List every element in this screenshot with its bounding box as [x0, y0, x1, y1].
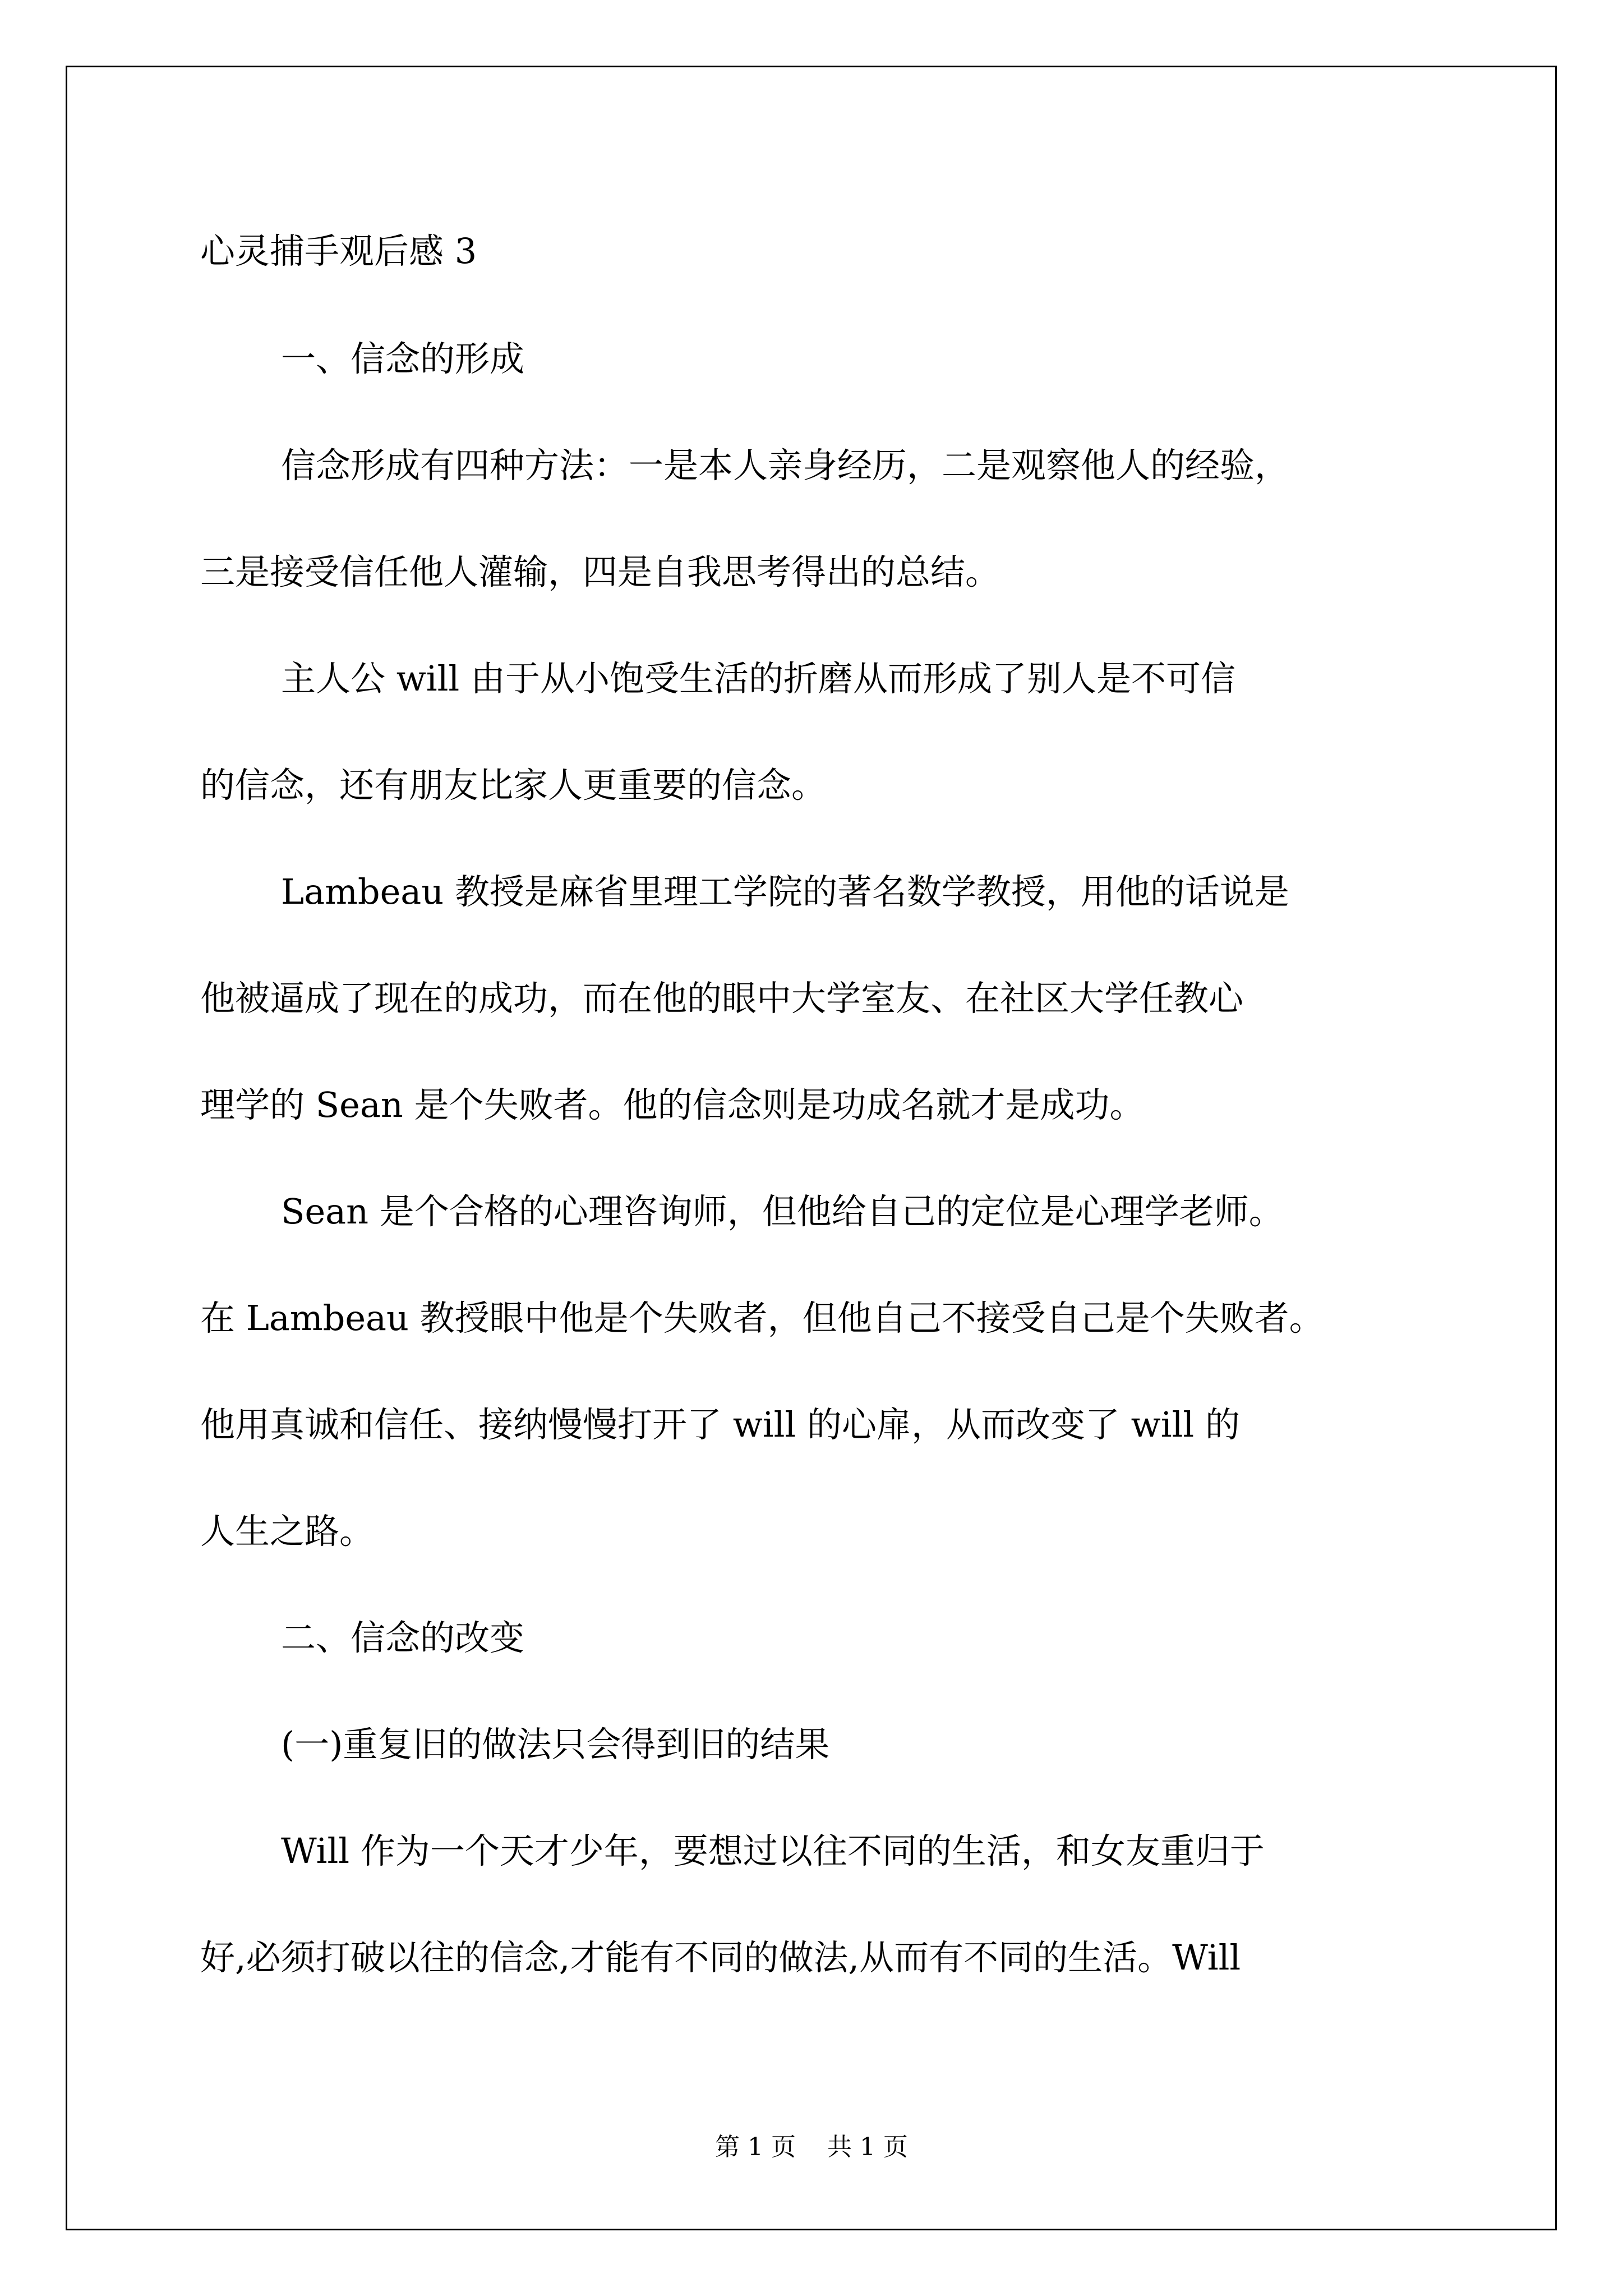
paragraph-line: 主人公 will 由于从小饱受生活的折磨从而形成了别人是不可信 — [281, 658, 1235, 699]
section-heading-2: 二、信念的改变 — [281, 1617, 525, 1658]
paragraph-line: 三是接受信任他人灌输，四是自我思考得出的总结。 — [200, 551, 1000, 592]
page-border — [66, 66, 1557, 2230]
paragraph-line: Lambeau 教授是麻省里理工学院的著名数学教授，用他的话说是 — [281, 871, 1289, 912]
paragraph-line: 人生之路。 — [200, 1511, 375, 1552]
section-heading-1: 一、信念的形成 — [281, 338, 525, 379]
paragraph-line: 他被逼成了现在的成功，而在他的眼中大学室友、在社区大学任教心 — [200, 978, 1244, 1019]
paragraph-line: Will 作为一个天才少年，要想过以往不同的生活，和女友重归于 — [281, 1830, 1265, 1871]
paragraph-line: 信念形成有四种方法：一是本人亲身经历，二是观察他人的经验， — [281, 445, 1290, 486]
paragraph-line: Sean 是个合格的心理咨询师，但他给自己的定位是心理学老师。 — [281, 1191, 1284, 1232]
subsection-heading: (一)重复旧的做法只会得到旧的结果 — [281, 1724, 830, 1765]
paragraph-line: 好,必须打破以往的信念,才能有不同的做法,从而有不同的生活。Will — [200, 1937, 1241, 1978]
paragraph-line: 他用真诚和信任、接纳慢慢打开了 will 的心扉，从而改变了 will 的 — [200, 1404, 1240, 1445]
paragraph-line: 理学的 Sean 是个失败者。他的信念则是功成名就才是成功。 — [200, 1084, 1145, 1125]
document-title: 心灵捕手观后感 3 — [200, 231, 477, 272]
paragraph-line: 的信念，还有朋友比家人更重要的信念。 — [200, 765, 827, 806]
paragraph-line: 在 Lambeau 教授眼中他是个失败者，但他自己不接受自己是个失败者。 — [200, 1297, 1324, 1338]
page-number-footer: 第 1 页 共 1 页 — [715, 2133, 908, 2161]
